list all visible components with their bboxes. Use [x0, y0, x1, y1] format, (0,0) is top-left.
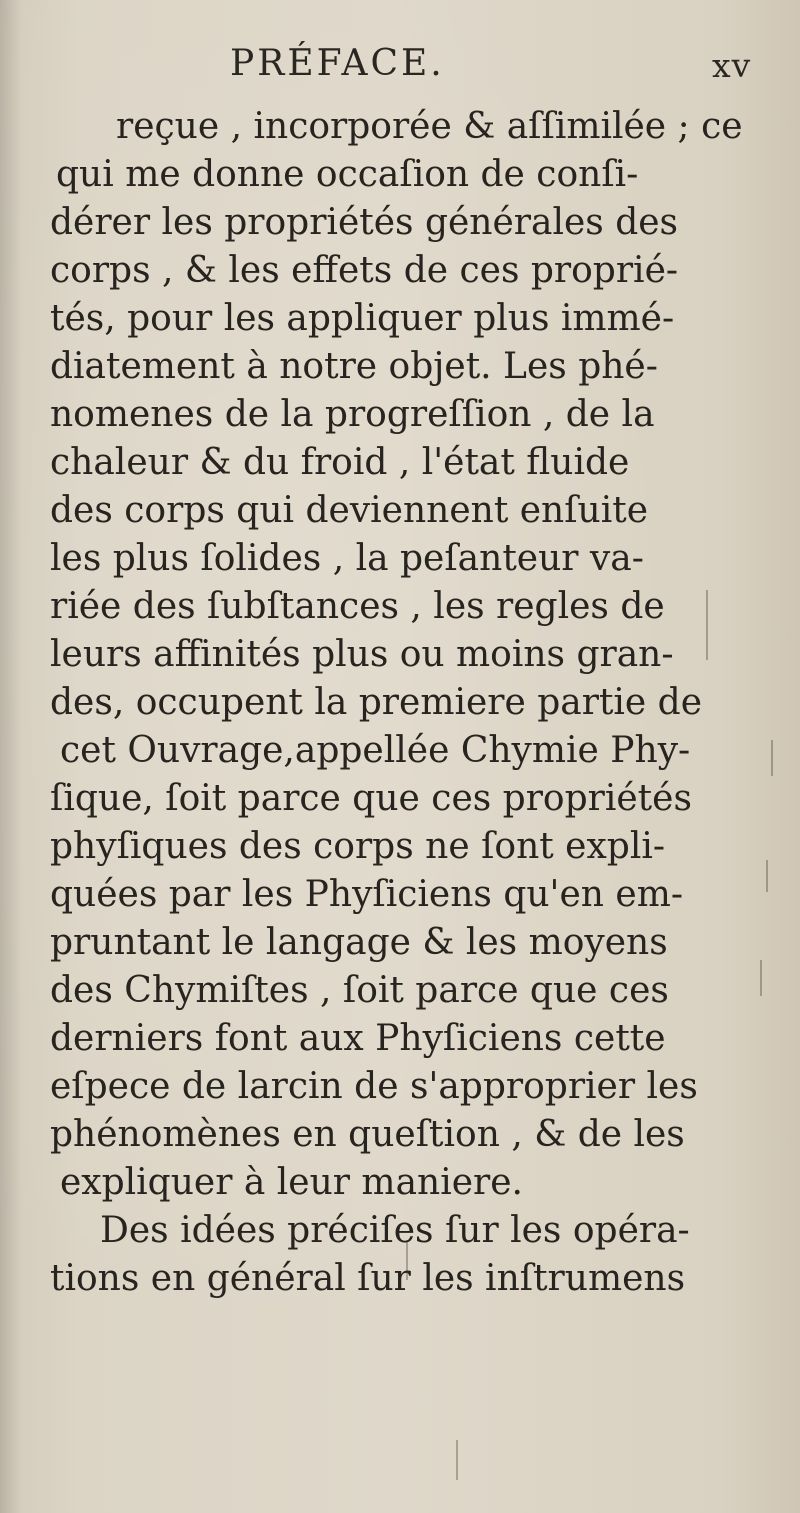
- text-line: reçue , incorporée & aſſimilée ; ce: [116, 106, 743, 147]
- text-line: derniers font aux Phyſiciens cette: [50, 1018, 666, 1059]
- text-line: leurs affinités plus ou moins gran-: [50, 634, 674, 675]
- text-line: les plus ſolides , la peſanteur va-: [50, 538, 644, 579]
- text-line: chaleur & du froid , l'état fluide: [50, 442, 630, 483]
- margin-ink-mark: [766, 860, 768, 892]
- page-header: [0, 44, 800, 94]
- text-line: phyſiques des corps ne ſont expli-: [50, 826, 666, 867]
- text-line: ſique, ſoit parce que ces propriétés: [50, 778, 692, 819]
- margin-ink-mark: [406, 1240, 408, 1280]
- text-line: des Chymiſtes , ſoit parce que ces: [50, 970, 669, 1011]
- margin-ink-mark: [706, 590, 708, 660]
- text-line: tés, pour les appliquer plus immé-: [50, 298, 675, 339]
- text-line: corps , & les effets de ces proprié-: [50, 250, 679, 291]
- text-line: tions en général ſur les inſtrumens: [50, 1258, 686, 1299]
- text-line: dérer les propriétés générales des: [50, 202, 679, 243]
- text-line: quées par les Phyſiciens qu'en em-: [50, 874, 683, 915]
- text-line: des, occupent la premiere partie de: [50, 682, 703, 723]
- text-line: nomenes de la progreſſion , de la: [50, 394, 655, 435]
- text-line: des corps qui deviennent enſuite: [50, 490, 649, 531]
- text-line: phénomènes en queſtion , & de les: [50, 1114, 685, 1155]
- text-line: eſpece de larcin de s'approprier les: [50, 1066, 698, 1107]
- text-line: diatement à notre objet. Les phé-: [50, 346, 658, 387]
- text-line: riée des ſubſtances , les regles de: [50, 586, 665, 627]
- running-title: PRÉFACE.: [230, 43, 445, 84]
- text-line: cet Ouvrage,appellée Chymie Phy-: [60, 730, 691, 771]
- margin-ink-mark: [771, 740, 773, 776]
- text-line: Des idées préciſes ſur les opéra-: [100, 1210, 690, 1251]
- text-line: expliquer à leur maniere.: [60, 1162, 523, 1203]
- text-line: pruntant le langage & les moyens: [50, 922, 668, 963]
- page-number: xv: [712, 46, 752, 85]
- margin-ink-mark: [456, 1440, 458, 1480]
- margin-ink-mark: [760, 960, 762, 996]
- gutter-shadow: [0, 0, 22, 1513]
- text-line: qui me donne occaſion de conſi-: [56, 154, 639, 195]
